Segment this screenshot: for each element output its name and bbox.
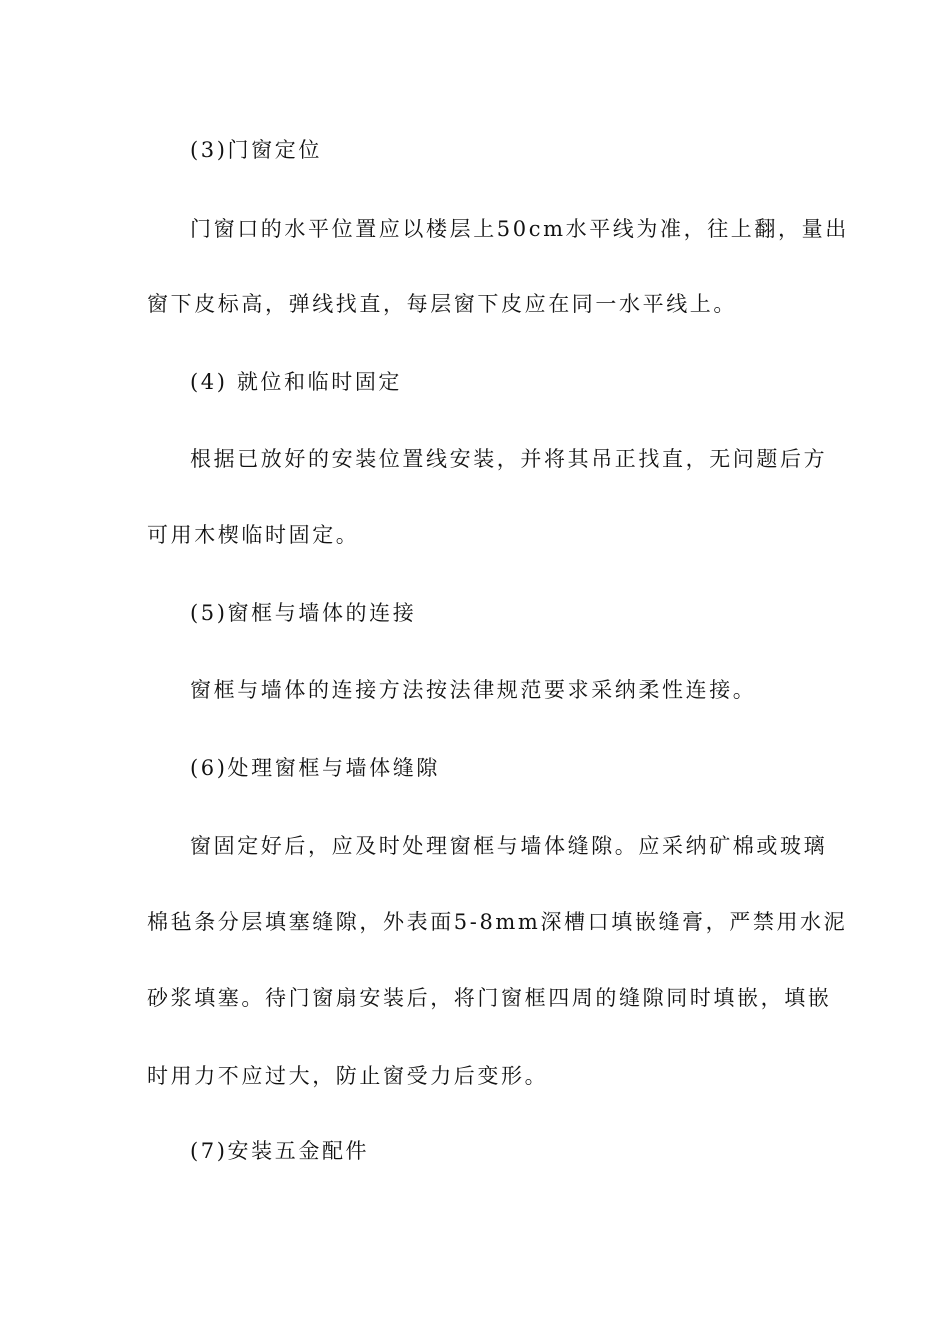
paragraph-line: 窗框与墙体的连接方法按法律规范要求采纳柔性连接。	[190, 678, 757, 702]
paragraph-line: 门窗口的水平位置应以楼层上50cm水平线为准，往上翻，量出	[190, 217, 849, 241]
paragraph-line: 时用力不应过大，防止窗受力后变形。	[147, 1064, 549, 1088]
heading-hardware-installation: (7)安装五金配件	[190, 1139, 370, 1163]
paragraph-line: 根据已放好的安装位置线安装，并将其吊正找直，无问题后方	[190, 447, 828, 471]
heading-frame-wall-connection: (5)窗框与墙体的连接	[190, 601, 417, 625]
paragraph-line: 窗固定好后，应及时处理窗框与墙体缝隙。应采纳矿棉或玻璃	[190, 834, 828, 858]
heading-placement-temporary-fixing: (4) 就位和临时固定	[190, 370, 403, 394]
paragraph-line: 窗下皮标高，弹线找直，每层窗下皮应在同一水平线上。	[147, 292, 737, 316]
heading-frame-wall-gap: (6)处理窗框与墙体缝隙	[190, 756, 440, 780]
paragraph-line: 砂浆填塞。待门窗扇安装后，将门窗框四周的缝隙同时填嵌，填嵌	[147, 986, 832, 1010]
heading-door-window-positioning: (3)门窗定位	[190, 138, 322, 162]
paragraph-line: 可用木楔临时固定。	[147, 523, 360, 547]
paragraph-line: 棉毡条分层填塞缝隙，外表面5-8mm深槽口填嵌缝膏，严禁用水泥	[147, 910, 848, 934]
